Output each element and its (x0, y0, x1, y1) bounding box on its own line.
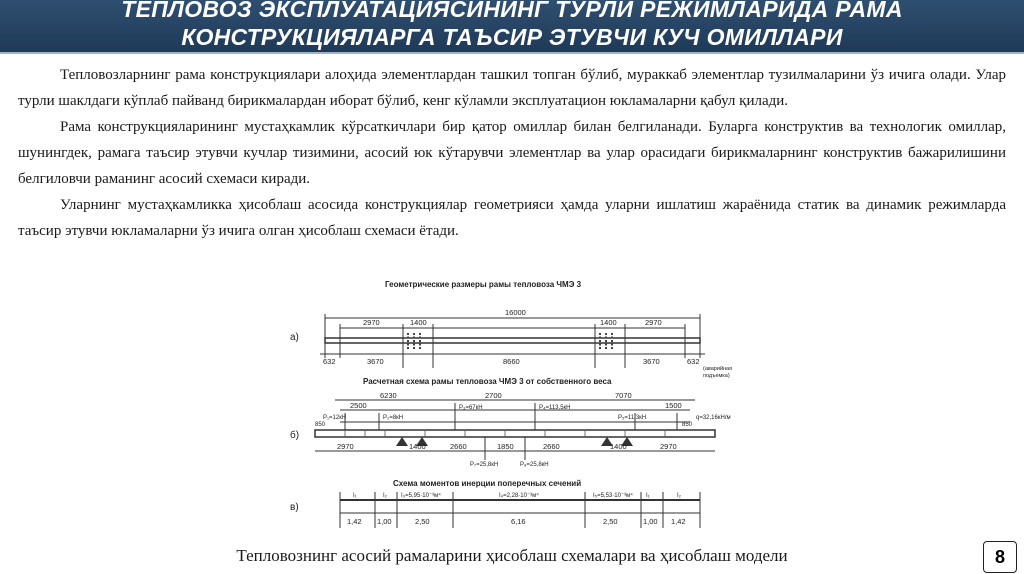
c-length-4: 6,16 (511, 517, 526, 526)
a-dim-top-1: 2970 (363, 318, 380, 327)
paragraph-2: Рама конструкцияларининг мустаҳкамлик кўрсаткичлари бир қатор омиллар билан белгиланади. Буларга конструктив ва технологик омиллар, шунингдек, рамага таъсир этувчи кучлар тизимини, асосий юк кўтарувчи элементлар ва улар орасидаги бирикмаларнинг конструктив бажарилишини белгиловчи раманинг асосий схемаси киради. (18, 119, 1006, 187)
c-label: в) (290, 502, 299, 513)
b-dim-bottom-3: 2660 (450, 442, 467, 451)
b-dim-bottom-4: 1850 (497, 442, 514, 451)
b-dim-bottom-6: 1400 (610, 442, 627, 451)
b-dim-bottom-1: 2970 (337, 442, 354, 451)
a-dim-top-2: 1400 (410, 318, 427, 327)
figure-caption: Тепловознинг асосий рамаларини ҳисоблаш схемалари ва ҳисоблаш модели (236, 546, 788, 565)
c-length-7: 1,42 (671, 517, 686, 526)
b-dim-second-2: 1500 (665, 401, 682, 410)
body-text (18, 62, 1006, 244)
b-dim-top-3: 7070 (615, 391, 632, 400)
b-label: б) (290, 430, 300, 441)
slide-title-line-1: ТЕПЛОВОЗ ЭКСПЛУАТАЦИЯСИНИНГ ТУРЛИ РЕЖИМЛАРИДА РАМА (121, 0, 903, 22)
b-reaction-2: P₈=25,8кН (520, 462, 549, 468)
a-dim-top-3: 1400 (600, 318, 617, 327)
b-dim-second-1: 2500 (350, 401, 367, 410)
c-length-1: 1,42 (347, 517, 362, 526)
slide-title-line-2: КОНСТРУКЦИЯЛАРГА ТАЪСИР ЭТУВЧИ КУЧ ОМИЛЛАРИ (181, 24, 843, 50)
c-inertia-6: I₁ (646, 493, 650, 499)
c-inertia-7: I₂ (677, 493, 681, 499)
b-frame-beam (315, 430, 715, 437)
b-dim-top-2: 2700 (485, 391, 502, 400)
c-length-5: 2,50 (603, 517, 618, 526)
c-inertia-4: I₄=2,28·10⁻³м⁴ (499, 493, 539, 499)
b-dim-bottom-7: 2970 (660, 442, 677, 451)
c-length-3: 2,50 (415, 517, 430, 526)
a-dim-bottom-5: 632 (687, 357, 700, 366)
a-heading: Геометрические размеры рамы тепловоза ЧМЭ 3 (385, 280, 582, 289)
c-inertia-2: I₂ (383, 493, 387, 499)
a-dim-total: 16000 (505, 308, 526, 317)
a-dim-bottom-1: 632 (323, 357, 336, 366)
b-support-1 (396, 437, 408, 446)
a-dim-bottom-2: 3670 (367, 357, 384, 366)
b-reaction-1: P₇=25,8кН (470, 462, 499, 468)
b-small-dim-2: 850 (682, 422, 693, 428)
c-length-2: 1,00 (377, 517, 392, 526)
b-small-dim-1: 850 (315, 422, 326, 428)
c-length-6: 1,00 (643, 517, 658, 526)
frame-scheme-drawing (285, 278, 745, 536)
paragraph-3: Уларнинг мустаҳкамликка ҳисоблаш асосида конструкциялар геометрияси ҳамда уларни ишлатиш жараёнида статик ва динамик режимларда таъсир этувчи юкламаларни ўз ичига олган ҳисоблаш схемаси ётади. (18, 197, 1006, 239)
b-load-1: P₁=12кН (323, 415, 347, 421)
b-dim-bottom-5: 2660 (543, 442, 560, 451)
c-inertia-1: I₁ (353, 493, 357, 499)
frame-scheme-figure (285, 278, 745, 536)
b-q-label: q=32,16кН/м (696, 415, 731, 421)
a-dim-bottom-4: 3670 (643, 357, 660, 366)
a-note-1: (аварийная (703, 366, 733, 372)
b-dim-top-1: 6230 (380, 391, 397, 400)
b-heading: Расчетная схема рамы тепловоза ЧМЭ 3 от собственного веса (363, 377, 612, 386)
b-dim-bottom-2: 1400 (409, 442, 426, 451)
paragraph-1: Тепловозларнинг рама конструкциялари алоҳида элементлардан ташкил топган бўлиб, мураккаб элементлар тузилмаларини ўз ичига олади. Улар турли шаклдаги кўплаб пайванд бирикмалардан иборат бўлиб, кенг кўламли эксплуатацион юкламаларни қабул қилади. (18, 67, 1006, 109)
page-number: 8 (983, 541, 1017, 573)
b-load-2: P₂=8кН (383, 415, 404, 421)
a-dim-bottom-3: 8660 (503, 357, 520, 366)
a-note-2: подъемка) (703, 373, 730, 379)
c-inertia-5: I₅=5,53·10⁻³м⁴ (593, 493, 633, 499)
title-bar (0, 0, 1024, 52)
a-label: а) (290, 332, 299, 343)
a-dim-top-4: 2970 (645, 318, 662, 327)
a-frame-beam (325, 338, 700, 343)
b-load-3: P₃=67кН (459, 405, 483, 411)
title-divider (0, 52, 1024, 54)
b-load-5: P₅=11,3кН (618, 415, 647, 421)
b-load-4: P₄=113,5кН (539, 405, 571, 411)
c-inertia-3: I₃=5,95·10⁻³м⁴ (401, 493, 441, 499)
c-heading: Схема моментов инерции поперечных сечений (393, 479, 582, 488)
